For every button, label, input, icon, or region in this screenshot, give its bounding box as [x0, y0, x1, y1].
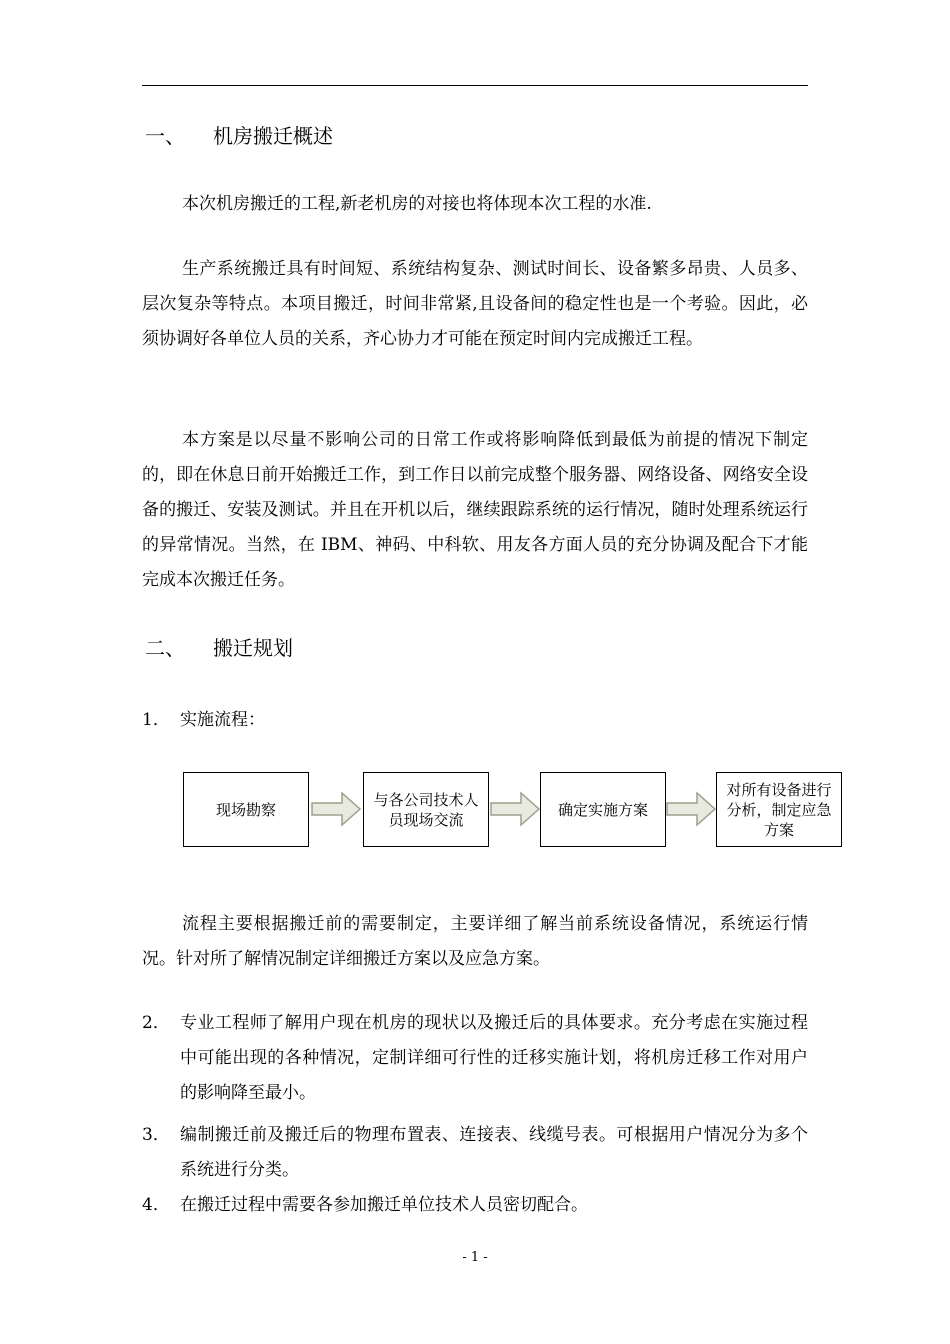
- list-item-heading: [142, 708, 265, 732]
- flow-step-survey: 现场勘察: [183, 772, 309, 847]
- flow-step-exchange: 与各公司技术人员现场交流: [363, 772, 489, 847]
- section-heading-1: [145, 122, 333, 150]
- section-number: 二、: [145, 636, 185, 660]
- page-number: - 1 -: [462, 1250, 488, 1265]
- list-number: 2．: [142, 1013, 170, 1033]
- flow-arrow-icon: [489, 790, 541, 828]
- section-title: 机房搬迁概述: [213, 124, 333, 148]
- flow-arrow-icon: [310, 790, 362, 828]
- section-number: 一、: [145, 124, 185, 148]
- section-heading-2: [145, 634, 293, 662]
- list-text: 在搬迁过程中需要各参加搬迁单位技术人员密切配合。: [180, 1195, 588, 1215]
- paragraph: 本方案是以尽量不影响公司的日常工作或将影响降低到最低为前提的情况下制定的，即在休息日前开始搬迁工作，到工作日以前完成整个服务器、网络设备、网络安全设备的搬迁、安装及测试。并且在开机以后，继续跟踪系统的运行情况，随时处理系统运行的异常情况。当然，在 IBM、神码、中科软、用友各方面人员的充分协调及配合下才能完成本次搬迁任务。: [142, 430, 808, 590]
- list-text: 专业工程师了解用户现在机房的现状以及搬迁后的具体要求。充分考虑在实施过程中可能出现的各种情况，定制详细可行性的迁移实施计划，将机房迁移工作对用户的影响降至最小。: [180, 1013, 808, 1103]
- list-number: 1．: [142, 710, 170, 730]
- list-number: 4．: [142, 1195, 170, 1215]
- flow-step-plan: 确定实施方案: [540, 772, 666, 847]
- flow-step-analysis: 对所有设备进行分析，制定应急方案: [716, 772, 842, 847]
- flow-description: 流程主要根据搬迁前的需要制定，主要详细了解当前系统设备情况，系统运行情况。针对所了解情况制定详细搬迁方案以及应急方案。: [142, 914, 808, 969]
- list-title: 实施流程：: [180, 710, 265, 730]
- list-item: [142, 1188, 808, 1223]
- list-item: [142, 1118, 808, 1188]
- section-title: 搬迁规划: [213, 636, 293, 660]
- list-text: 编制搬迁前及搬迁后的物理布置表、连接表、线缆号表。可根据用户情况分为多个系统进行分类。: [180, 1125, 808, 1180]
- header-rule: [142, 85, 808, 86]
- list-number: 3．: [142, 1125, 170, 1145]
- flow-arrow-icon: [665, 790, 717, 828]
- list-item: [142, 1006, 808, 1111]
- paragraph: 生产系统搬迁具有时间短、系统结构复杂、测试时间长、设备繁多昂贵、人员多、层次复杂等特点。本项目搬迁，时间非常紧,且设备间的稳定性也是一个考验。因此，必须协调好各单位人员的关系，齐心协力才可能在预定时间内完成搬迁工程。: [142, 259, 808, 349]
- paragraph: 本次机房搬迁的工程,新老机房的对接也将体现本次工程的水准.: [182, 194, 652, 214]
